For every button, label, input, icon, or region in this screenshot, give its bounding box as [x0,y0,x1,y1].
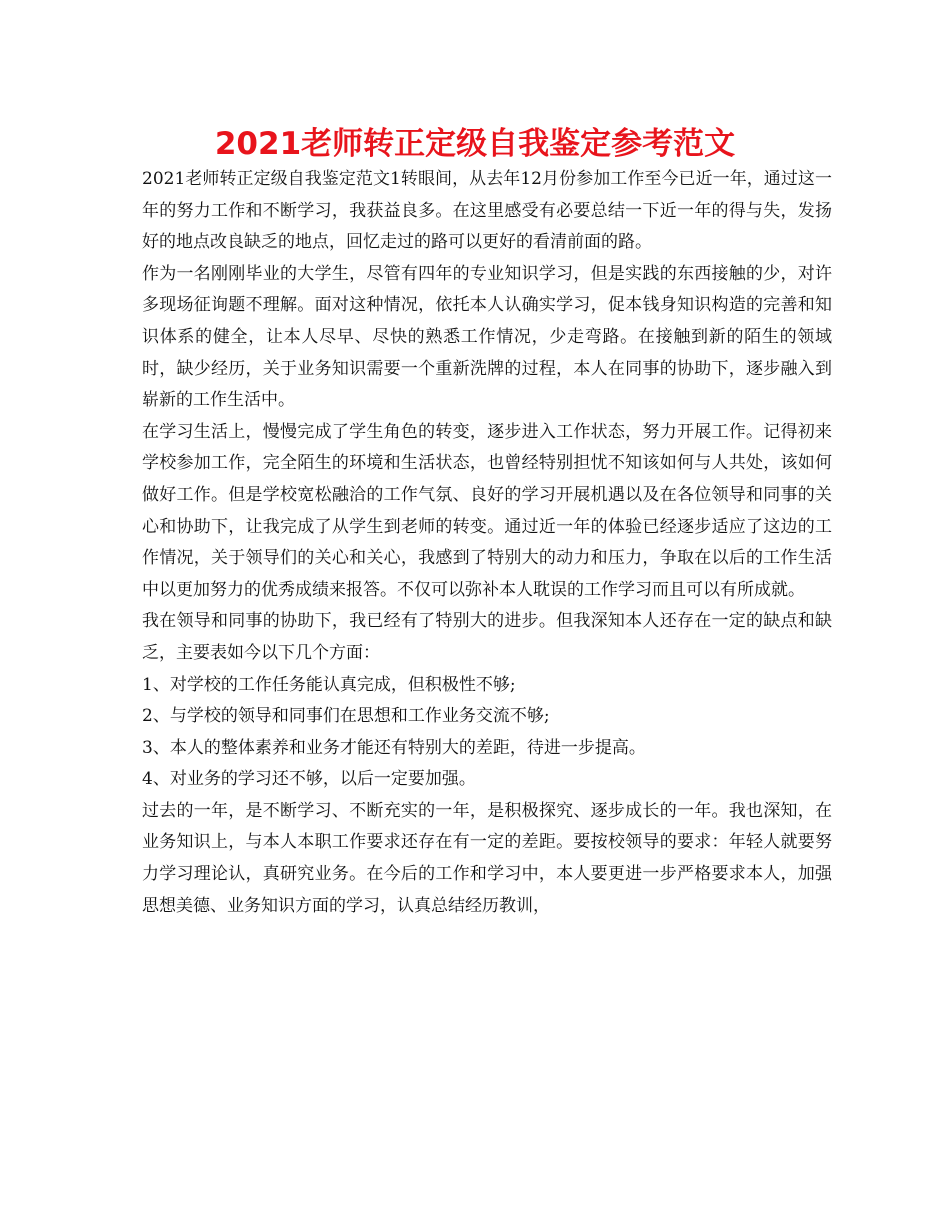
paragraph-graduate: 作为一名刚刚毕业的大学生，尽管有四年的专业知识学习，但是实践的东西接触的少，对许多现场征询题不理解。面对这种情况，依托本人认确实学习，促本钱身知识构造的完善和知识体系的健全，让本人尽早、尽快的熟悉工作情况，少走弯路。在接触到新的陌生的领域时，缺少经历，关于业务知识需要一个重新洗牌的过程，本人在同事的协助下，逐步融入到崭新的工作生活中。 [142,263,832,411]
list-item: 2、与学校的领导和同事们在思想和工作业务交流不够; [142,706,550,727]
document-body [142,164,832,922]
list-item: 3、本人的整体素养和业务才能还有特别大的差距，待进一步提高。 [142,737,646,758]
list-item: 1、对学校的工作任务能认真完成，但积极性不够; [142,674,516,695]
paragraph-past-year: 过去的一年，是不断学习、不断充实的一年，是积极探究、逐步成长的一年。我也深知，在业务知识上，与本人本职工作要求还存在有一定的差距。要按校领导的要求：年轻人就要努力学习理论认，真研究业务。在今后的工作和学习中，本人要更进一步严格要求本人，加强思想美德、业务知识方面的学习，认真总结经历教训， [142,800,832,916]
document-title: 2021老师转正定级自我鉴定参考范文 [214,126,736,162]
paragraph-shortcomings: 我在领导和同事的协助下，我已经有了特别大的进步。但我深知本人还存在一定的缺点和缺乏，主要表如今以下几个方面： [142,611,832,663]
paragraph-intro: 2021老师转正定级自我鉴定范文1转眼间，从去年12月份参加工作至今已近一年，通过这一年的努力工作和不断学习，我获益良多。在这里感受有必要总结一下近一年的得与失，发扬好的地点改良缺乏的地点，回忆走过的路可以更好的看清前面的路。 [142,169,832,253]
paragraph-study-life: 在学习生活上，慢慢完成了学生角色的转变，逐步进入工作状态，努力开展工作。记得初来学校参加工作，完全陌生的环境和生活状态，也曾经特别担忧不知该如何与人共处，该如何做好工作。但是学校宽松融洽的工作气氛、良好的学习开展机遇以及在各位领导和同事的关心和协助下，让我完成了从学生到老师的转变。通过近一年的体验已经逐步适应了这边的工作情况，关于领导们的关心和关心，我感到了特别大的动力和压力，争取在以后的工作生活中以更加努力的优秀成绩来报答。不仅可以弥补本人耽误的工作学习而且可以有所成就。 [142,421,832,600]
list-item: 4、对业务的学习还不够，以后一定要加强。 [142,769,476,790]
